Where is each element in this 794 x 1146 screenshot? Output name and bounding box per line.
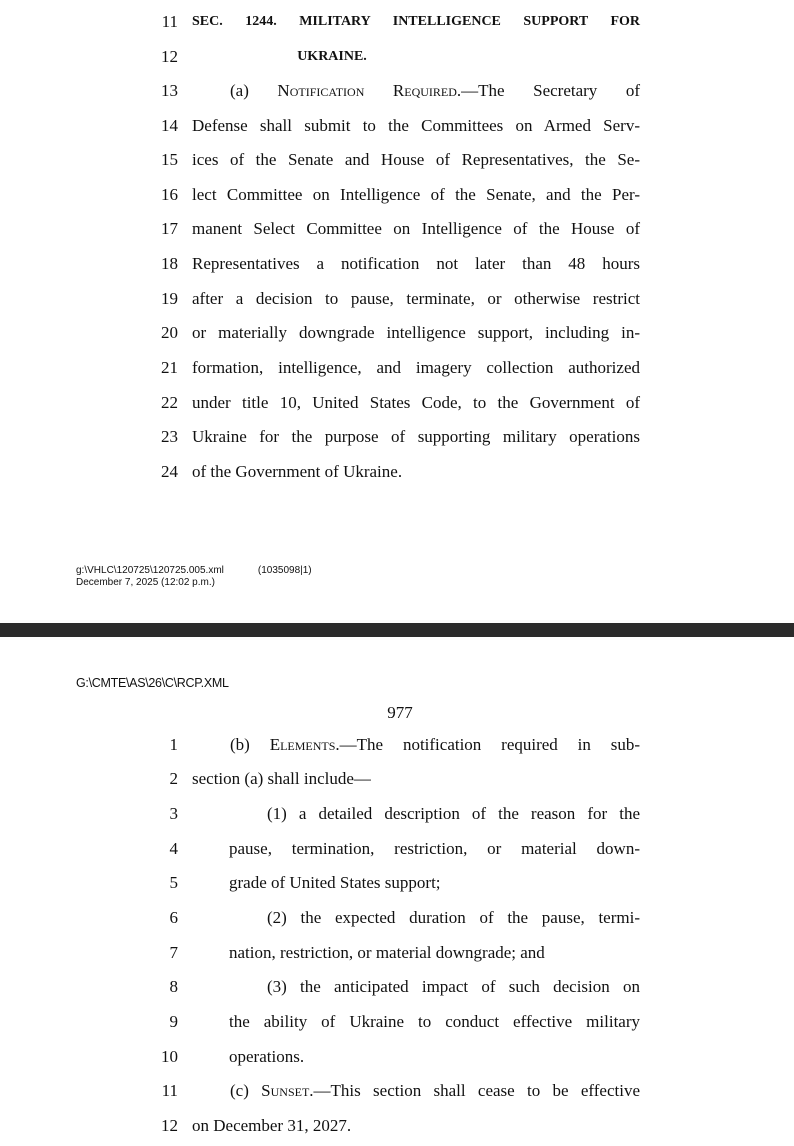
paragraph-3: (3) the anticipated impact of such decision on [267,977,640,996]
line-number: 1 [169,735,178,754]
body-line: the ability of Ukraine to conduct effective military [229,1012,640,1031]
body-line: under title 10, United States Code, to the Government of [192,393,640,412]
footer-file-path: g:\VHLC\120725\120725.005.xml (1035098|1) [76,565,312,576]
subsection-b-heading: (b) Elements.—The notification required in sub- [230,735,641,754]
body-line: ices of the Senate and House of Representatives, the Se- [192,150,640,169]
line-number: 11 [161,1081,178,1100]
line-number: 14 [161,116,178,135]
line-number: 8 [169,977,178,996]
body-line: after a decision to pause, terminate, or otherwise restrict [192,289,640,308]
header-file-path: G:\CMTE\AS\26\C\RCP.XML [76,676,229,690]
section-heading-cont: UKRAINE. [297,49,367,64]
line-number: 23 [161,427,178,446]
body-line: formation, intelligence, and imagery collection authorized [192,358,640,377]
line-number: 22 [161,393,178,412]
line-number: 4 [169,839,178,858]
line-number: 9 [169,1012,178,1031]
subsection-title: Elements [269,735,336,754]
body-line: Defense shall submit to the Committees on Armed Serv- [192,116,640,135]
subsection-title: Sunset [261,1081,310,1100]
page-divider [0,623,794,637]
subsection-a-heading: (a) Notification Required.—The Secretary of [230,81,641,100]
line-number: 16 [161,185,178,204]
line-number: 13 [161,81,178,100]
line-number: 12 [161,47,178,66]
body-line: lect Committee on Intelligence of the Senate, and the Per- [192,185,640,204]
body-line: Representatives a notification not later than 48 hours [192,254,640,273]
paragraph-2: (2) the expected duration of the pause, termi- [267,908,640,927]
line-number: 3 [169,804,178,823]
paragraph-1: (1) a detailed description of the reason for the [267,804,640,823]
line-number: 17 [161,219,178,238]
footer-date: December 7, 2025 (12:02 p.m.) [76,577,215,588]
line-number: 6 [169,908,178,927]
body-line: section (a) shall include— [192,769,371,788]
line-number: 24 [161,462,178,481]
body-line: Ukraine for the purpose of supporting military operations [192,427,640,446]
body-line: grade of United States support; [229,873,441,892]
footer-code: (1035098|1) [257,565,312,576]
line-number: 18 [161,254,178,273]
line-number: 2 [169,769,178,788]
body-line: nation, restriction, or material downgrade; and [229,943,545,962]
line-number: 5 [169,873,178,892]
line-number: 19 [161,289,178,308]
body-line: operations. [229,1047,305,1066]
section-heading: SEC. 1244. MILITARY INTELLIGENCE SUPPORT FOR [192,14,640,29]
line-number: 7 [169,943,178,962]
subsection-c-heading: (c) Sunset.—This section shall cease to be effective [230,1081,640,1100]
line-number: 15 [161,150,178,169]
line-number: 21 [161,358,178,377]
body-line: manent Select Committee on Intelligence of the House of [192,219,640,238]
line-number: 11 [161,12,178,31]
body-line: of the Government of Ukraine. [192,462,403,481]
body-line: or materially downgrade intelligence support, including in- [192,323,640,342]
line-number: 12 [161,1116,178,1135]
line-number: 20 [161,323,178,342]
body-line: on December 31, 2027. [192,1116,352,1135]
subsection-title: Notification Required [277,81,457,100]
body-line: pause, termination, restriction, or material down- [229,839,640,858]
page-number: 977 [387,703,413,722]
line-number: 10 [161,1047,178,1066]
